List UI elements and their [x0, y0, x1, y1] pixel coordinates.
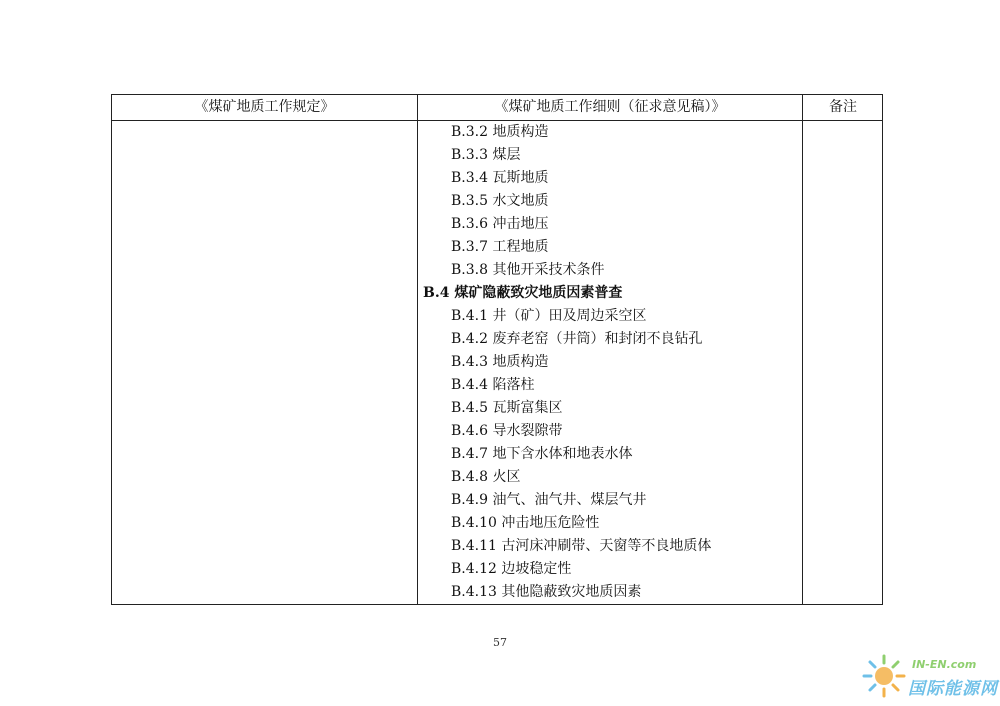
header-regulation: 《煤矿地质工作规定》 [194, 99, 335, 115]
list-item: B.3.7 工程地质 [451, 239, 549, 255]
list-item: B.4.10 冲击地压危险性 [451, 515, 600, 531]
watermark-name: 国际能源网 [908, 679, 998, 699]
list-item: B.4.5 瓦斯富集区 [451, 400, 563, 416]
list-item: B.4.7 地下含水体和地表水体 [451, 446, 633, 462]
column-divider [802, 95, 803, 604]
list-item: B.3.2 地质构造 [451, 124, 549, 140]
sun-flower-logo-icon [860, 652, 908, 700]
list-item: B.4.1 井（矿）田及周边采空区 [451, 308, 647, 324]
list-item: B.4.3 地质构造 [451, 354, 549, 370]
rules-draft-column [418, 121, 802, 604]
header-remarks: 备注 [829, 99, 857, 115]
list-item: B.4.9 油气、油气井、煤层气井 [451, 492, 647, 508]
list-item: B.4.11 古河床冲刷带、天窗等不良地质体 [451, 538, 712, 554]
list-item: B.4.13 其他隐蔽致灾地质因素 [451, 584, 642, 600]
list-item: B.3.3 煤层 [451, 147, 521, 163]
list-item: B.3.4 瓦斯地质 [451, 170, 549, 186]
section-heading: B.4 煤矿隐蔽致灾地质因素普查 [423, 285, 623, 301]
header-rules-draft: 《煤矿地质工作细则（征求意见稿）》 [494, 99, 726, 115]
list-item: B.3.6 冲击地压 [451, 216, 549, 232]
comparison-table [111, 94, 883, 605]
watermark-domain: IN-EN.com [912, 658, 977, 671]
list-item: B.4.2 废弃老窑（井筒）和封闭不良钻孔 [451, 331, 703, 347]
list-item: B.4.6 导水裂隙带 [451, 423, 563, 439]
list-item: B.4.12 边坡稳定性 [451, 561, 572, 577]
page-number: 57 [493, 636, 507, 649]
watermark-logo [860, 652, 1000, 702]
list-item: B.3.8 其他开采技术条件 [451, 262, 605, 278]
list-item: B.3.5 水文地质 [451, 193, 549, 209]
list-item: B.4.8 火区 [451, 469, 521, 485]
list-item: B.4.4 陷落柱 [451, 377, 535, 393]
